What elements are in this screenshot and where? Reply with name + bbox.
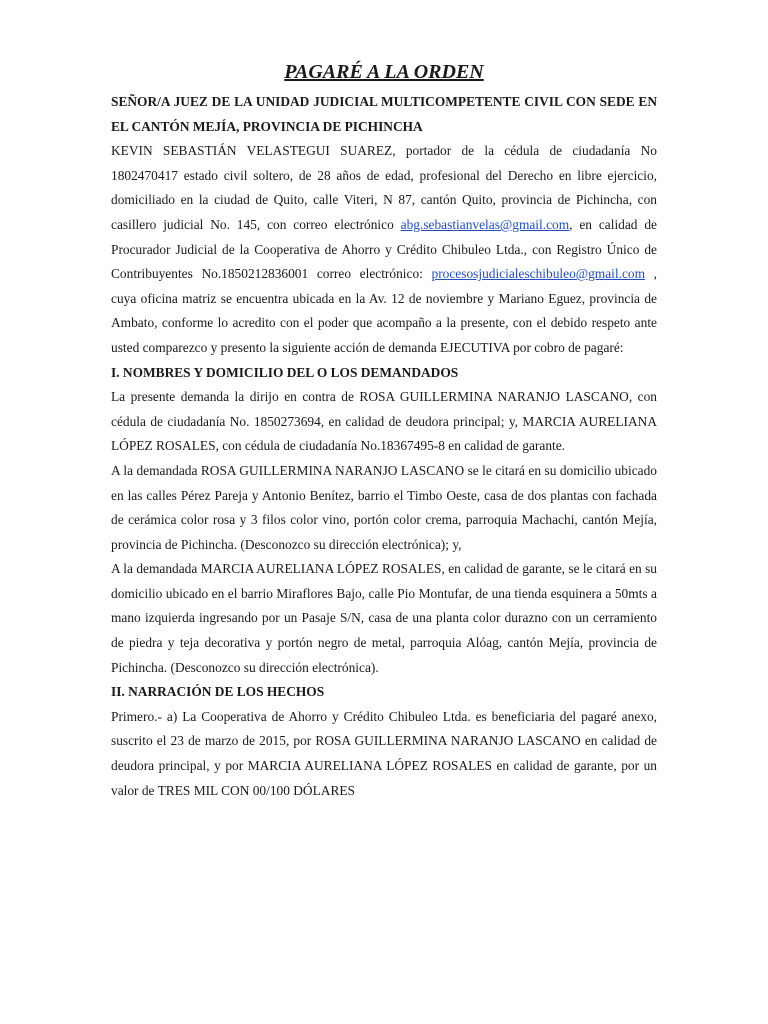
document-page bbox=[111, 58, 657, 803]
section-1-paragraph-1: La presente demanda la dirijo en contra de ROSA GUILLERMINA NARANJO LASCANO, con cédula de ciudadanía No. 1850273694, en calidad de deudora principal; y, MARCIA AURELIANA LÓPEZ ROSALES, con cédula de ciudadanía No.18367495-8 en calidad de garante. bbox=[111, 389, 657, 454]
intro-text-2: , en calidad de Procurador Judicial de la Cooperativa de Ahorro y Crédito Chibuleo Ltda., con Registro Único de Contribuyentes No.1850212836001 correo electrónico: bbox=[111, 216, 657, 282]
email-link-attorney[interactable]: abg.sebastianvelas@gmail.com bbox=[400, 216, 570, 232]
section-1-heading: I. NOMBRES Y DOMICILIO DEL O LOS DEMANDADOS bbox=[111, 364, 459, 380]
email-link-cooperative[interactable]: procesosjudicialeschibuleo@gmail.com bbox=[431, 266, 646, 282]
section-2-paragraph-1: Primero.- a) La Cooperativa de Ahorro y Crédito Chibuleo Ltda. es beneficiaria del pagaré anexo, suscrito el 23 de marzo de 2015, por ROSA GUILLERMINA NARANJO LASCANO en calidad de deudora principal, y por MARCIA AURELIANA LÓPEZ ROSALES en calidad de garante, por un valor de TRES MIL CON 00/100 DÓLARES bbox=[111, 708, 657, 798]
section-2-heading: II. NARRACIÓN DE LOS HECHOS bbox=[111, 684, 325, 700]
addressee-heading: SEÑOR/A JUEZ DE LA UNIDAD JUDICIAL MULTICOMPETENTE CIVIL CON SEDE EN EL CANTÓN MEJÍA, PROVINCIA DE PICHINCHA bbox=[111, 94, 657, 134]
intro-text-1: KEVIN SEBASTIÁN VELASTEGUI SUAREZ, portador de la cédula de ciudadanía No 1802470417 estado civil soltero, de 28 años de edad, profesional del Derecho en libre ejercicio, domiciliado en la ciudad de Quito, calle Viteri, N 87, cantón Quito, provincia de Pichincha, con casillero judicial No. 145, con correo electrónico bbox=[111, 143, 657, 232]
section-1-paragraph-3: A la demandada MARCIA AURELIANA LÓPEZ ROSALES, en calidad de garante, se le citará en su domicilio ubicado en el barrio Miraflores Bajo, calle Pio Montufar, de una tienda esquinera a 50mts a mano izquierda ingresando por un Pasaje S/N, casa de una planta color durazno con un cerramiento de piedra y teja decorativa y portón negro de metal, parroquia Alóag, cantón Mejía, provincia de Pichincha. (Desconozco su dirección electrónica). bbox=[111, 561, 657, 675]
intro-paragraph bbox=[111, 139, 657, 360]
document-title: PAGARÉ A LA ORDEN bbox=[284, 61, 484, 83]
section-1-paragraph-2: A la demandada ROSA GUILLERMINA NARANJO LASCANO se le citará en su domicilio ubicado en las calles Pérez Pareja y Antonio Benítez, barrio el Timbo Oeste, casa de dos plantas con fachada de cerámica color rosa y 3 filos color vino, portón color crema, parroquia Machachi, cantón Mejía, provincia de Pichincha. (Desconozco su dirección electrónica); y, bbox=[111, 462, 657, 552]
intro-text-3: , cuya oficina matriz se encuentra ubicada en la Av. 12 de noviembre y Mariano Eguez, provincia de Ambato, conforme lo acredito con el poder que acompaño a la presente, con el debido respeto ante usted comparezco y presento la siguiente acción de demanda EJECUTIVA por cobro de pagaré: bbox=[111, 266, 657, 355]
